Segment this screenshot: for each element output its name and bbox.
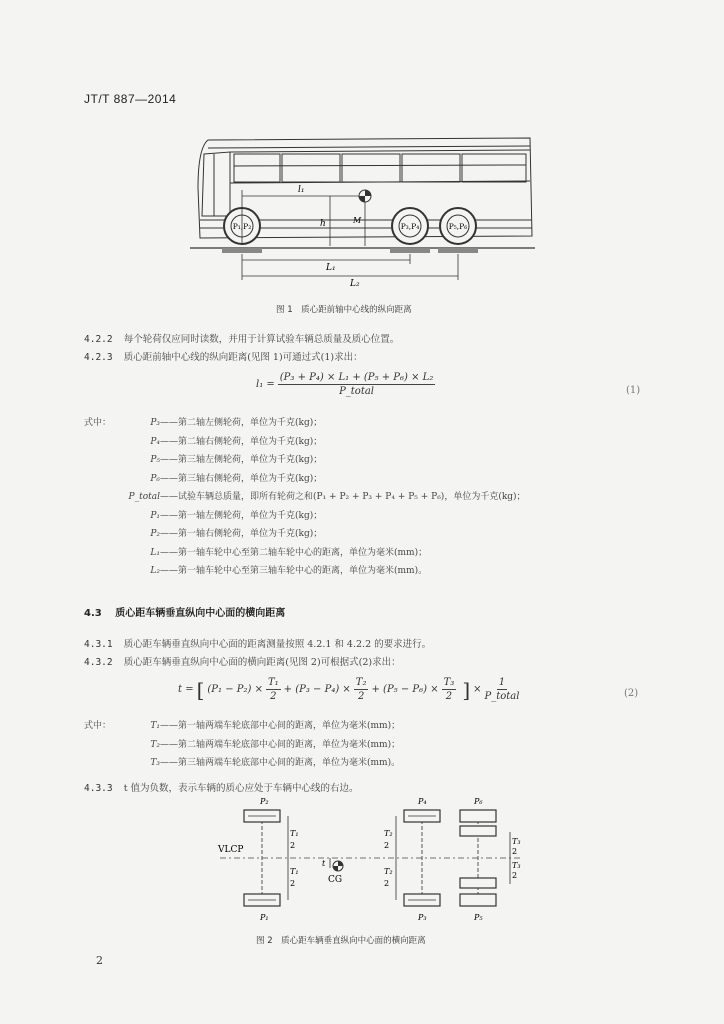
label-p5: P₅ [474,913,483,922]
definition-row [84,489,526,502]
section-number: 4.3 [84,608,102,619]
definition-row [84,415,322,428]
center-of-gravity-icon [333,861,343,871]
equation-number-1: (1) [626,385,641,396]
frac-t2-num: T₂ [355,677,367,688]
left-bracket: [ [196,677,205,702]
wheel-label-p5p6: P₅,P₆ [448,222,468,231]
figure-2-top-view-diagram [200,796,540,924]
definition-symbol: T₁ [150,721,160,731]
figure-1-bus-diagram [190,128,540,293]
definition-row [84,508,322,521]
equation-denominator: P_total [339,386,375,397]
frac-total-den: P_total [484,691,520,702]
label-p4: P₄ [418,797,427,806]
definition-text: ——第二轴右侧轮荷，单位为千克(kg)； [160,436,323,447]
term-2: + (P₃ − P₄) × [283,684,351,695]
definition-symbol: P₃ [150,418,160,428]
definition-symbol: L₂ [150,566,160,576]
definition-symbol: P₁ [150,510,160,521]
section-number: 4.3.3 [84,783,113,794]
label-t2-bottom: T₂ [384,867,393,876]
section-4-3-2 [84,650,401,669]
label-t2-top: T₂ [384,829,393,838]
equation-lhs: l₁ = [256,379,275,390]
label-p3: P₃ [418,913,427,922]
figure-1-caption: 图 1 质心距前轴中心线的纵向距离 [276,305,412,315]
label-t1-top: T₁ [290,829,299,838]
definition-symbol: P₆ [150,473,160,484]
definition-prefix: 式中： [84,418,112,428]
term-1: (P₁ − P₂) × [207,684,263,695]
definition-symbol: P_total [128,492,160,502]
section-4-2-3 [84,345,363,364]
label-p6: P₆ [474,797,483,806]
definition-text: ——第二轴两端车轮底部中心间的距离，单位为毫米(mm)； [160,739,401,750]
dim-label-l1: l₁ [298,185,305,195]
frac-t1-den: 2 [270,691,277,702]
figure-2-caption: 图 2 质心距车辆垂直纵向中心面的横向距离 [256,936,426,946]
term-3: + (P₅ − P₆) × [371,684,439,695]
frac-t1-num: T₁ [267,677,279,688]
dim-label-L2: L₂ [350,279,360,289]
section-text: 每个轮荷仅应同时读数，并用于计算试验车辆总质量及质心位置。 [123,334,400,345]
frac-t2-den: 2 [357,691,365,702]
section-text: 质心距车辆垂直纵向中心面的横向距离(见图 2)可根据式(2)求出： [123,657,401,668]
equation-number-2: (2) [624,688,639,699]
definition-row [84,755,400,768]
equation-2 [178,677,522,702]
definition-prefix: 式中： [84,721,112,731]
definition-text: ——试验车辆总质量，即所有轮荷之和(P₁ + P₂ + P₃ + P₄ + P₅ + P₆)，单位为千克(kg)； [160,492,526,502]
definition-row [84,545,427,558]
definition-row [84,526,322,539]
definition-text: ——第二轴左侧轮荷，单位为千克(kg)； [160,418,323,428]
label-t: t [322,859,326,868]
frac-t3-num: T₃ [443,677,455,688]
definition-text: ——第三轴两端车轮底部中心间的距离，单位为毫米(mm)。 [160,758,401,768]
section-4-3-1 [84,632,431,651]
frac-t3-den: 2 [445,691,453,702]
center-of-gravity-icon [359,190,371,202]
section-text: 质心距前轴中心线的纵向距离(见图 1)可通过式(1)求出： [123,352,363,363]
page-number: 2 [96,954,103,967]
definition-text: ——第三轴右侧轮荷，单位为千克(kg)； [160,473,323,484]
standard-code: JT/T 887—2014 [84,92,177,106]
definition-symbol: P₄ [150,436,160,447]
label-p1: P₁ [260,913,269,922]
label-t3-top: T₃ [512,837,521,846]
definition-text: ——第一轴两端车轮底部中心间的距离，单位为毫米(mm)； [160,721,401,731]
label-half-5: 2 [512,847,518,856]
section-4-3-3 [84,776,359,795]
right-bracket: ] [462,677,471,702]
label-half-1: 2 [290,841,296,850]
definition-row [84,452,322,465]
definition-symbol: T₂ [150,739,160,750]
frac-one-num: 1 [498,677,506,688]
definition-text: ——第一轴车轮中心至第二轴车轮中心的距离，单位为毫米(mm)； [160,547,428,558]
label-half-4: 2 [384,879,390,888]
section-number: 4.2.3 [84,352,113,363]
definition-text: ——第三轴左侧轮荷，单位为千克(kg)； [160,455,323,465]
dim-label-h: h [320,219,326,229]
label-half-3: 2 [384,841,390,850]
definition-text: ——第一轴右侧轮荷，单位为千克(kg)； [160,529,323,539]
equation-fraction [278,372,436,397]
definition-symbol: P₅ [150,455,160,465]
wheel-label-p1p2: P₁,P₂ [232,222,252,231]
times-sign: × [473,684,482,695]
wheel-p6-icon [460,810,496,822]
section-number: 4.3.1 [84,639,113,650]
definition-row [84,718,400,731]
section-text: t 值为负数，表示车辆的质心应处于车辆中心线的右边。 [123,783,359,794]
equation-lhs: t = [178,684,194,695]
wheel-label-p3p4: P₃,P₄ [400,222,420,231]
definition-symbol: T₃ [150,758,160,768]
label-vlcp: VLCP [218,845,244,855]
equation-1 [256,372,438,397]
definition-symbol: P₂ [150,529,160,539]
label-cg: CG [328,875,343,885]
label-t1-bottom: T₁ [290,867,299,876]
label-p2: P₂ [260,797,269,806]
section-number: 4.3.2 [84,657,113,668]
definition-row [84,563,427,576]
section-title: 质心距车辆垂直纵向中心面的横向距离 [115,608,286,619]
label-half-6: 2 [512,871,518,880]
definition-text: ——第一轴车轮中心至第三轴车轮中心的距离，单位为毫米(mm)。 [160,566,428,576]
section-text: 质心距车辆垂直纵向中心面的距离测量按照 4.2.1 和 4.2.2 的要求进行。 [123,639,432,650]
dim-label-L1: L₁ [326,263,336,273]
label-t3-bottom: T₃ [512,861,521,870]
definition-row [84,434,322,447]
section-4-3-heading [84,604,285,619]
section-number: 4.2.2 [84,334,113,345]
definition-row [84,471,322,484]
section-4-2-2 [84,327,399,346]
equation-numerator: (P₃ + P₄) × L₁ + (P₅ + P₆) × L₂ [279,372,434,383]
dim-label-m: M [353,216,362,225]
wheel-p5-icon [460,894,496,906]
definition-row [84,737,400,750]
label-half-2: 2 [290,879,296,888]
definition-symbol: L₁ [150,547,160,558]
definition-text: ——第一轴左侧轮荷，单位为千克(kg)； [160,510,323,521]
